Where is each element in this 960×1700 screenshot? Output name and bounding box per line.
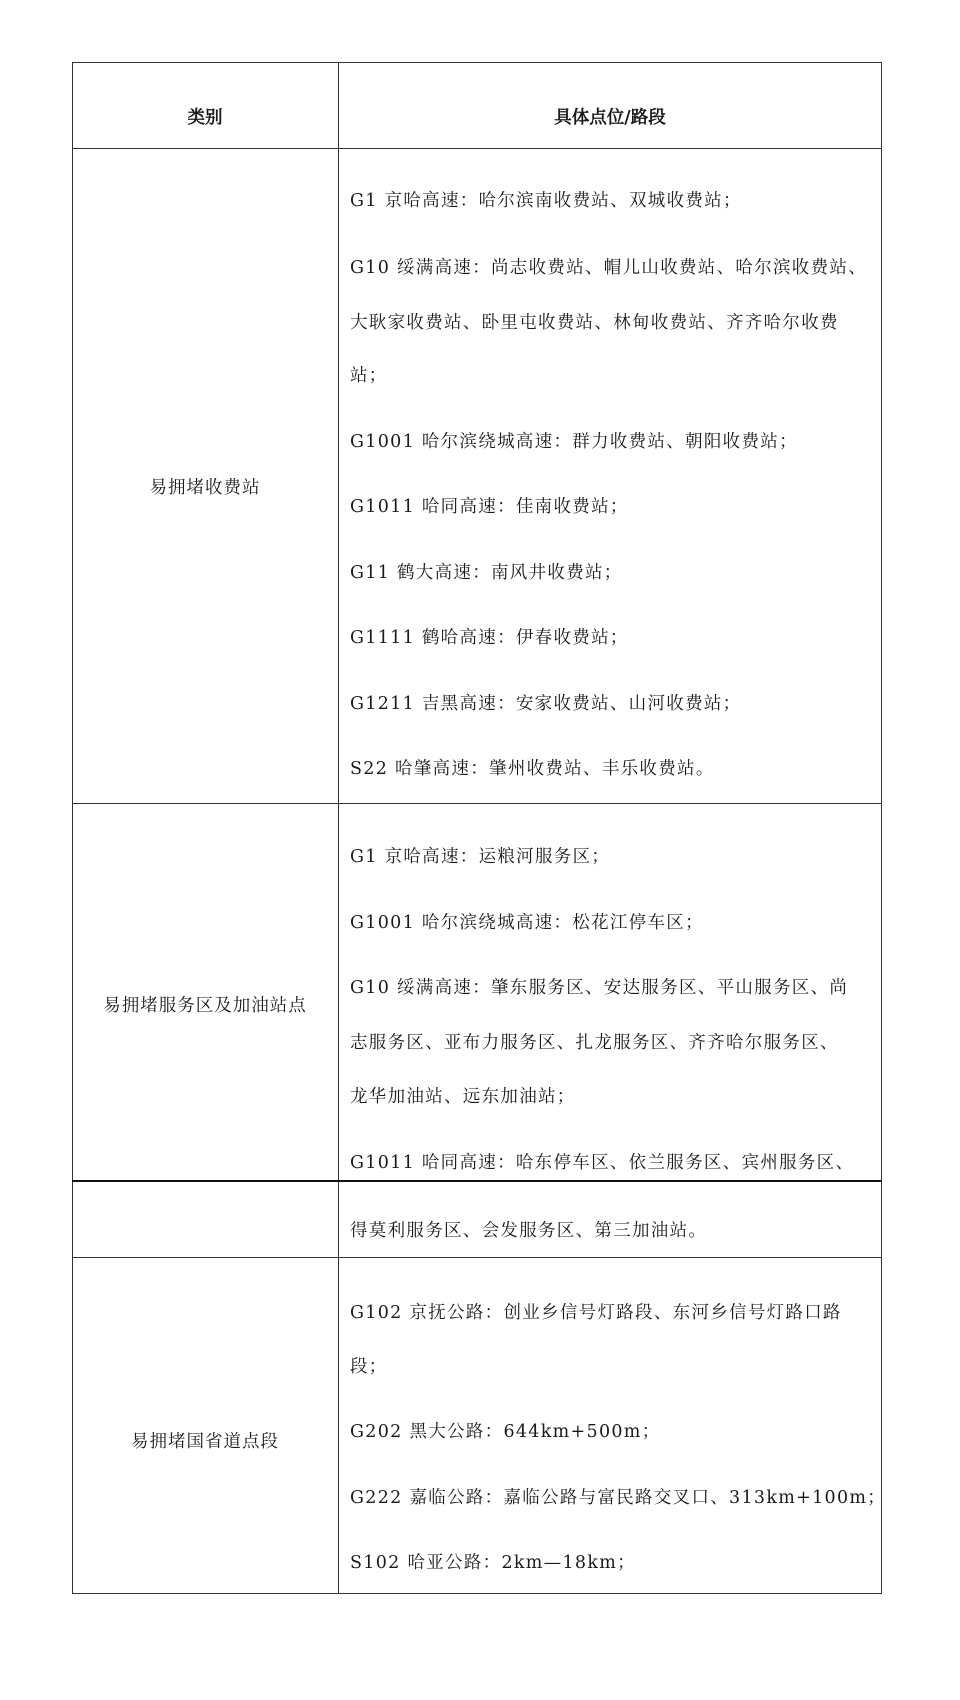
toll-line: G11 鹤大高速：南风井收费站； <box>350 563 623 583</box>
header-detail: 具体点位/路段 <box>554 108 666 128</box>
column-divider <box>338 62 339 1594</box>
service-line: 志服务区、亚布力服务区、扎龙服务区、齐齐哈尔服务区、 <box>350 1033 839 1053</box>
service-line: 龙华加油站、远东加油站； <box>350 1087 576 1107</box>
toll-line: G1 京哈高速：哈尔滨南收费站、双城收费站； <box>350 191 742 211</box>
service-line: G1001 哈尔滨绕城高速：松花江停车区； <box>350 913 704 933</box>
service-line: G1 京哈高速：运粮河服务区； <box>350 847 611 867</box>
road-line: 段； <box>350 1357 388 1377</box>
road-line: S102 哈亚公路：2km—18km； <box>350 1553 636 1573</box>
toll-line: G1001 哈尔滨绕城高速：群力收费站、朝阳收费站； <box>350 432 798 452</box>
toll-line: 大耿家收费站、卧里屯收费站、林甸收费站、齐齐哈尔收费 <box>350 313 839 333</box>
toll-line: G1211 吉黑高速：安家收费站、山河收费站； <box>350 694 742 714</box>
service-line: G10 绥满高速：肇东服务区、安达服务区、平山服务区、尚 <box>350 978 849 998</box>
toll-line: S22 哈肇高速：肇州收费站、丰乐收费站。 <box>350 759 715 779</box>
row-divider-toll <box>72 803 882 804</box>
road-line: G202 黑大公路：644km+500m； <box>350 1422 661 1442</box>
service-line: G1011 哈同高速：哈东停车区、依兰服务区、宾州服务区、 <box>350 1153 855 1173</box>
category-service-areas: 易拥堵服务区及加油站点 <box>103 996 307 1016</box>
road-line: G102 京抚公路：创业乡信号灯路段、东河乡信号灯路口路 <box>350 1303 842 1323</box>
toll-line: G1111 鹤哈高速：伊春收费站； <box>350 628 629 648</box>
toll-line: G1011 哈同高速：佳南收费站； <box>350 497 629 517</box>
category-roads: 易拥堵国省道点段 <box>131 1432 279 1452</box>
road-line: G222 嘉临公路：嘉临公路与富民路交叉口、313km+100m； <box>350 1488 887 1508</box>
row-divider-page-break <box>72 1180 882 1182</box>
row-divider-header <box>72 148 882 149</box>
row-divider-continuation <box>72 1257 882 1258</box>
toll-line: G10 绥满高速：尚志收费站、帽儿山收费站、哈尔滨收费站、 <box>350 258 868 278</box>
category-toll-stations: 易拥堵收费站 <box>149 478 261 498</box>
congestion-table <box>72 62 882 1594</box>
toll-line: 站； <box>350 366 388 386</box>
header-category: 类别 <box>187 108 223 128</box>
continuation-line: 得莫利服务区、会发服务区、第三加油站。 <box>350 1221 708 1241</box>
